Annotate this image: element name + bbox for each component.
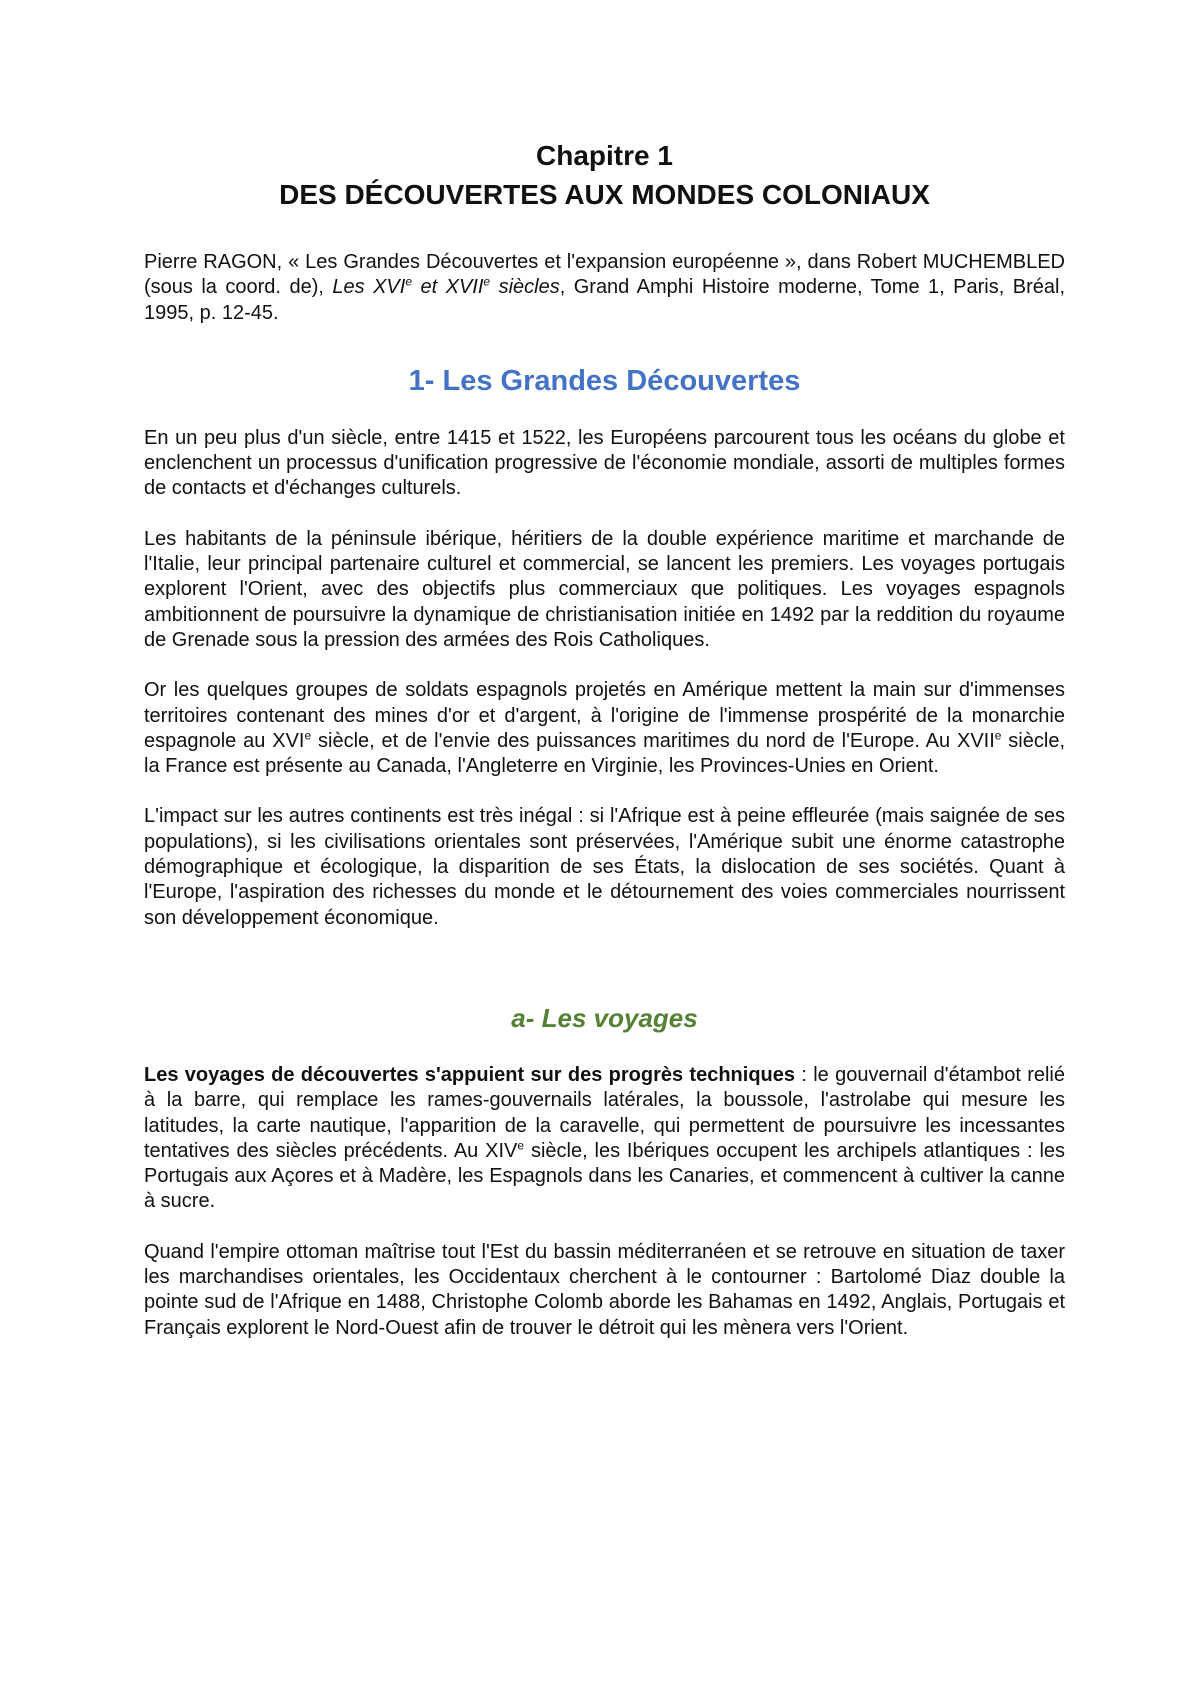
chapter-number: Chapitre 1: [536, 140, 673, 171]
section-heading: 1- Les Grandes Découvertes: [408, 364, 801, 397]
paragraph: L'impact sur les autres continents est très inégal : si l'Afrique est à peine effleurée (mais saignée de ses populations), si les civilisations orientales sont préservées, l'Amérique subit une énorme catastrophe démographique et écologique, la disparition de ses États, la dislocation de ses sociétés. Quant à l'Europe, l'aspiration des richesses du monde et le détournement des voies commerciales nourrissent son développement économique.: [144, 805, 1065, 929]
paragraph: Les voyages de découvertes s'appuient sur des progrès techniques : le gouvernail d'étambot relié à la barre, qui remplace les rames-gouvernails latérales, la boussole, l'astrolabe qui mesure les latitudes, la carte nautique, l'apparition de la caravelle, qui permettent de poursuivre les incessantes tentatives des siècles précédents. Au XIVe siècle, les Ibériques occupent les archipels atlantiques : les Portugais aux Açores et à Madère, les Espagnols dans les Canaries, et commencent à cultiver la canne à sucre.: [144, 1063, 1066, 1213]
chapter-title: DES DÉCOUVERTES AUX MONDES COLONIAUX: [279, 179, 930, 210]
document-page: [144, 138, 1065, 1341]
paragraph: Or les quelques groupes de soldats espagnols projetés en Amérique mettent la main sur d'immenses territoires contenant des mines d'or et d'argent, à l'origine de l'immense prospérité de la monarchie espagnole au XVIe siècle, et de l'envie des puissances maritimes du nord de l'Europe. Au XVIIe siècle, la France est présente au Canada, l'Angleterre en Virginie, les Provinces-Unies en Orient.: [144, 679, 1066, 778]
paragraph: En un peu plus d'un siècle, entre 1415 et 1522, les Européens parcourent tous les océans du globe et enclenchent un processus d'unification progressive de l'économie mondiale, assorti de multiples formes de contacts et d'échanges culturels.: [144, 426, 1065, 500]
subsection-heading: a- Les voyages: [511, 1002, 698, 1033]
book-title: Les XVIe et XVIIe siècles: [332, 274, 560, 299]
reference-publication: , Grand Amphi Histoire moderne, Tome 1, Paris, Bréal, 1995, p. 12-45.: [144, 276, 1065, 324]
reference-text: Pierre RAGON, « Les Grandes Découvertes et l'expansion européenne », dans Robert MUCHEMBLED (sous la coord. de),: [144, 251, 1065, 299]
bold-lead: Les voyages de découvertes s'appuient sur des progrès techniques: [144, 1063, 796, 1086]
bibliographic-reference: [144, 250, 1065, 326]
paragraph: Les habitants de la péninsule ibérique, héritiers de la double expérience maritime et marchande de l'Italie, leur principal partenaire culturel et commercial, se lancent les premiers. Les voyages portugais explorent l'Orient, avec des objectifs plus commerciaux que politiques. Les voyages espagnols ambitionnent de poursuivre la dynamique de christianisation initiée en 1492 par la reddition du royaume de Grenade sous la pression des armées des Rois Catholiques.: [144, 527, 1065, 651]
paragraph: Quand l'empire ottoman maîtrise tout l'Est du bassin méditerranéen et se retrouve en situation de taxer les marchandises orientales, les Occidentaux cherchent à le contourner : Bartolomé Diaz double la pointe sud de l'Afrique en 1488, Christophe Colomb aborde les Bahamas en 1492, Anglais, Portugais et Français explorent le Nord-Ouest afin de trouver le détroit qui les mènera vers l'Orient.: [144, 1240, 1065, 1339]
